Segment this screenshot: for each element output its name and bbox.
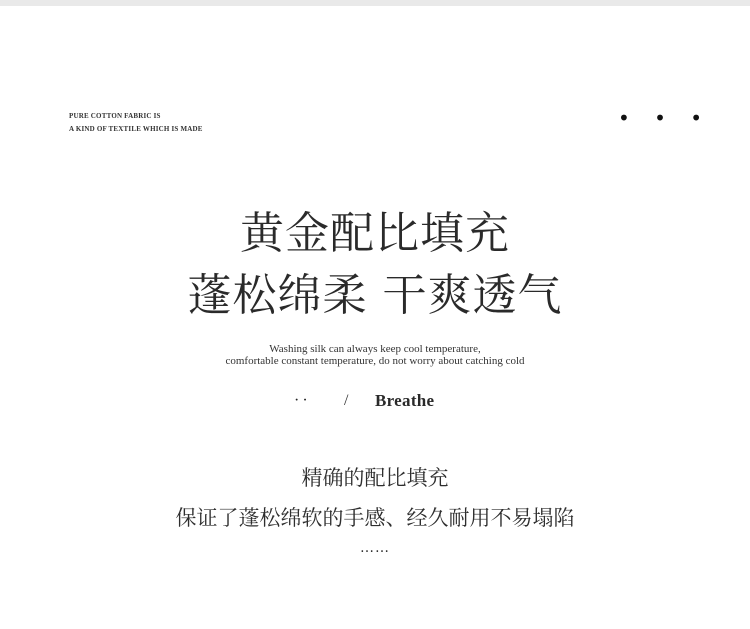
breathe-dots: ·· xyxy=(294,392,311,409)
english-subtitle-line-2: comfortable constant temperature, do not worry about catching cold xyxy=(225,355,525,367)
body-text-line-1: 精确的配比填充 xyxy=(301,466,449,490)
breathe-word: Breathe xyxy=(375,391,435,410)
top-divider-bar xyxy=(0,0,750,6)
eyebrow-line-2: A KIND OF TEXTILE WHICH IS MADE xyxy=(69,125,203,133)
body-text-line-2: 保证了蓬松绵软的手感、经久耐用不易塌陷 xyxy=(175,506,575,530)
eyebrow-text xyxy=(69,110,203,136)
breathe-slash: / xyxy=(344,392,349,409)
headline-line-2: 蓬松绵柔 干爽透气 xyxy=(187,270,563,321)
eyebrow-line-1: PURE COTTON FABRIC IS xyxy=(69,112,161,120)
headline-line-1: 黄金配比填充 xyxy=(240,208,510,259)
decorative-dots: • • • xyxy=(618,106,712,130)
ellipsis-mark: …… xyxy=(360,540,390,556)
english-subtitle-line-1: Washing silk can always keep cool temperature, xyxy=(269,343,481,355)
breathe-label-row xyxy=(0,390,750,414)
